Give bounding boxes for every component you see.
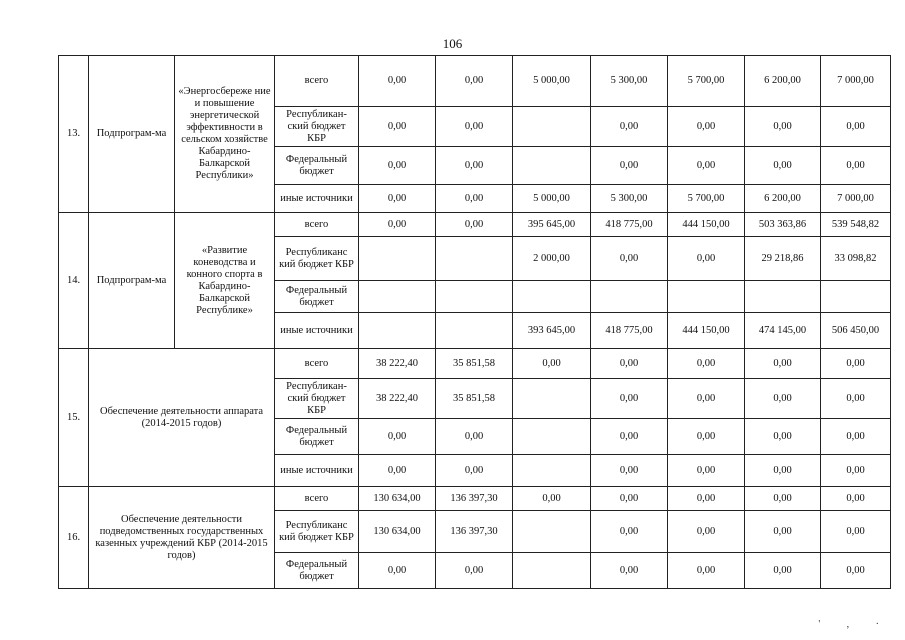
amount-cell: 6 200,00 — [745, 56, 821, 107]
amount-cell — [513, 107, 591, 147]
amount-cell: 0,00 — [745, 349, 821, 379]
amount-cell: 35 851,58 — [436, 349, 513, 379]
amount-cell: 0,00 — [359, 455, 436, 487]
amount-cell: 0,00 — [668, 487, 745, 511]
amount-cell: 444 150,00 — [668, 313, 745, 349]
row-number: 16. — [59, 487, 89, 589]
amount-cell: 0,00 — [821, 487, 891, 511]
amount-cell: 0,00 — [359, 553, 436, 589]
amount-cell — [436, 313, 513, 349]
amount-cell — [513, 281, 591, 313]
amount-cell: 0,00 — [591, 487, 668, 511]
budget-source-label: всего — [275, 56, 359, 107]
amount-cell: 6 200,00 — [745, 185, 821, 213]
amount-cell: 0,00 — [745, 511, 821, 553]
amount-cell: 0,00 — [436, 213, 513, 237]
amount-cell: 7 000,00 — [821, 185, 891, 213]
amount-cell — [513, 419, 591, 455]
amount-cell: 0,00 — [668, 379, 745, 419]
amount-cell: 5 700,00 — [668, 185, 745, 213]
amount-cell: 0,00 — [436, 553, 513, 589]
amount-cell: 0,00 — [359, 56, 436, 107]
table-row — [59, 487, 891, 511]
amount-cell: 474 145,00 — [745, 313, 821, 349]
row-number: 13. — [59, 56, 89, 213]
amount-cell — [359, 281, 436, 313]
budget-source-label: иные источники — [275, 185, 359, 213]
row-number: 15. — [59, 349, 89, 487]
row-title: Обеспечение деятельности аппарата (2014-2015 годов) — [89, 349, 275, 487]
table-row — [59, 213, 891, 237]
amount-cell: 0,00 — [668, 553, 745, 589]
amount-cell: 29 218,86 — [745, 237, 821, 281]
amount-cell: 0,00 — [591, 455, 668, 487]
amount-cell: 0,00 — [591, 349, 668, 379]
amount-cell: 0,00 — [821, 349, 891, 379]
amount-cell: 0,00 — [591, 237, 668, 281]
amount-cell: 33 098,82 — [821, 237, 891, 281]
amount-cell: 0,00 — [745, 379, 821, 419]
amount-cell: 0,00 — [821, 147, 891, 185]
amount-cell — [745, 281, 821, 313]
amount-cell: 0,00 — [436, 107, 513, 147]
amount-cell: 0,00 — [821, 379, 891, 419]
budget-source-label: Республикан-ский бюджет КБР — [275, 379, 359, 419]
amount-cell: 0,00 — [821, 455, 891, 487]
budget-source-label: Федеральный бюджет — [275, 281, 359, 313]
amount-cell — [591, 281, 668, 313]
amount-cell: 38 222,40 — [359, 379, 436, 419]
amount-cell: 444 150,00 — [668, 213, 745, 237]
amount-cell: 35 851,58 — [436, 379, 513, 419]
amount-cell: 0,00 — [821, 107, 891, 147]
amount-cell — [513, 379, 591, 419]
amount-cell — [359, 237, 436, 281]
amount-cell: 5 000,00 — [513, 56, 591, 107]
amount-cell: 539 548,82 — [821, 213, 891, 237]
row-category: Подпрограм-ма — [89, 213, 175, 349]
amount-cell: 0,00 — [436, 185, 513, 213]
amount-cell: 2 000,00 — [513, 237, 591, 281]
amount-cell: 0,00 — [821, 419, 891, 455]
amount-cell: 130 634,00 — [359, 487, 436, 511]
page-number: 106 — [442, 36, 463, 51]
amount-cell: 0,00 — [668, 455, 745, 487]
amount-cell: 0,00 — [668, 511, 745, 553]
amount-cell: 0,00 — [668, 419, 745, 455]
budget-source-label: Федеральный бюджет — [275, 553, 359, 589]
budget-source-label: иные источники — [275, 455, 359, 487]
amount-cell: 0,00 — [436, 147, 513, 185]
amount-cell: 0,00 — [591, 553, 668, 589]
amount-cell — [513, 511, 591, 553]
amount-cell: 38 222,40 — [359, 349, 436, 379]
row-title: Обеспечение деятельности подведомственных государственных казенных учреждений КБР (2014-2015 годов) — [89, 487, 275, 589]
amount-cell: 5 300,00 — [591, 56, 668, 107]
amount-cell: 5 000,00 — [513, 185, 591, 213]
amount-cell: 0,00 — [668, 349, 745, 379]
amount-cell: 0,00 — [668, 147, 745, 185]
amount-cell: 136 397,30 — [436, 487, 513, 511]
amount-cell — [436, 237, 513, 281]
amount-cell: 503 363,86 — [745, 213, 821, 237]
budget-source-label: Федеральный бюджет — [275, 147, 359, 185]
budget-source-label: всего — [275, 213, 359, 237]
amount-cell: 0,00 — [668, 107, 745, 147]
amount-cell: 0,00 — [513, 487, 591, 511]
amount-cell: 5 300,00 — [591, 185, 668, 213]
amount-cell: 395 645,00 — [513, 213, 591, 237]
amount-cell: 130 634,00 — [359, 511, 436, 553]
row-title: «Развитие коневодства и конного спорта в Кабардино-Балкарской Республике» — [175, 213, 275, 349]
amount-cell: 0,00 — [436, 56, 513, 107]
amount-cell — [668, 281, 745, 313]
budget-table — [58, 55, 891, 589]
amount-cell: 0,00 — [745, 487, 821, 511]
budget-source-label: Федеральный бюджет — [275, 419, 359, 455]
budget-source-label: иные источники — [275, 313, 359, 349]
amount-cell: 0,00 — [359, 213, 436, 237]
amount-cell: 0,00 — [821, 553, 891, 589]
amount-cell: 7 000,00 — [821, 56, 891, 107]
budget-source-label: Республиканс кий бюджет КБР — [275, 237, 359, 281]
amount-cell: 0,00 — [513, 349, 591, 379]
amount-cell: 393 645,00 — [513, 313, 591, 349]
row-number: 14. — [59, 213, 89, 349]
row-category: Подпрограм-ма — [89, 56, 175, 213]
row-title: «Энергосбереже ние и повышение энергетической эффективности в сельском хозяйстве Кабардино-Балкарской Республики» — [175, 56, 275, 213]
amount-cell: 0,00 — [591, 419, 668, 455]
budget-source-label: всего — [275, 349, 359, 379]
amount-cell: 0,00 — [668, 237, 745, 281]
budget-source-label: Республиканс кий бюджет КБР — [275, 511, 359, 553]
amount-cell — [513, 147, 591, 185]
budget-source-label: всего — [275, 487, 359, 511]
table-row — [59, 56, 891, 107]
amount-cell — [436, 281, 513, 313]
amount-cell: 0,00 — [591, 511, 668, 553]
amount-cell — [513, 455, 591, 487]
amount-cell: 0,00 — [359, 185, 436, 213]
table-row — [59, 349, 891, 379]
amount-cell: 0,00 — [591, 379, 668, 419]
amount-cell: 506 450,00 — [821, 313, 891, 349]
amount-cell: 0,00 — [591, 107, 668, 147]
amount-cell — [359, 313, 436, 349]
amount-cell: 0,00 — [359, 419, 436, 455]
amount-cell: 0,00 — [436, 419, 513, 455]
budget-source-label: Республикан-ский бюджет КБР — [275, 107, 359, 147]
amount-cell: 0,00 — [591, 147, 668, 185]
amount-cell: 0,00 — [745, 455, 821, 487]
amount-cell: 0,00 — [745, 419, 821, 455]
amount-cell: 0,00 — [359, 147, 436, 185]
amount-cell: 418 775,00 — [591, 213, 668, 237]
amount-cell: 0,00 — [745, 107, 821, 147]
amount-cell: 0,00 — [745, 553, 821, 589]
amount-cell — [821, 281, 891, 313]
amount-cell: 0,00 — [821, 511, 891, 553]
corner-scan-mark: ' , · — [818, 619, 891, 630]
amount-cell: 0,00 — [359, 107, 436, 147]
amount-cell: 136 397,30 — [436, 511, 513, 553]
amount-cell: 5 700,00 — [668, 56, 745, 107]
amount-cell: 418 775,00 — [591, 313, 668, 349]
amount-cell — [513, 553, 591, 589]
amount-cell: 0,00 — [745, 147, 821, 185]
amount-cell: 0,00 — [436, 455, 513, 487]
